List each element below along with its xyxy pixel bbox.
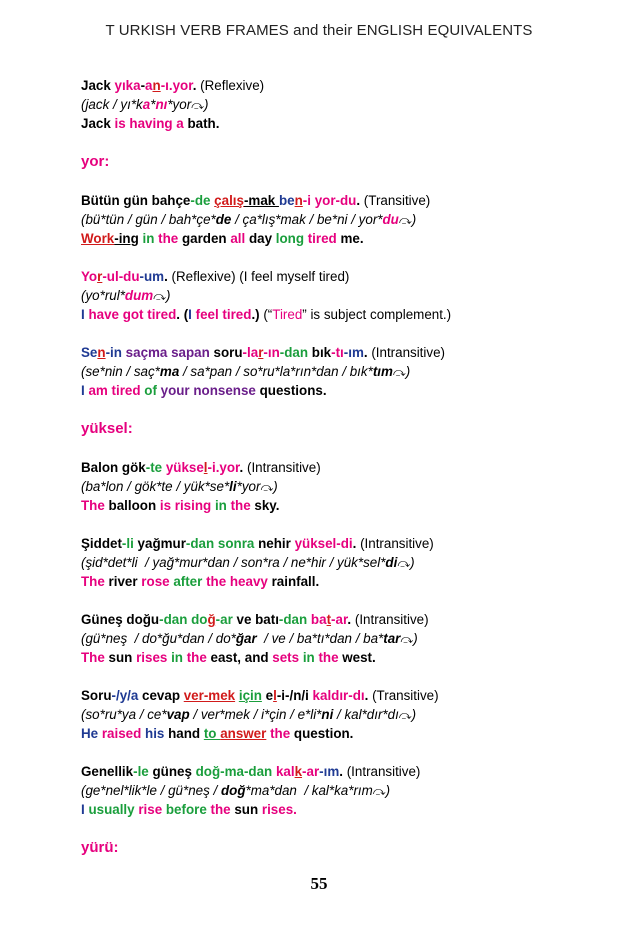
english-translation <box>81 229 581 248</box>
syllable-breakdown <box>81 286 581 305</box>
syllable-breakdown <box>81 477 581 496</box>
syllable-breakdown <box>81 362 581 381</box>
text-segment: (yo*rul* <box>81 288 125 303</box>
text-segment: in <box>171 650 187 665</box>
text-segment: am tired <box>88 383 145 398</box>
text-segment: Tired <box>272 307 303 322</box>
text-segment: the <box>210 802 235 817</box>
text-segment: me. <box>340 231 364 246</box>
text-segment: (ge* <box>81 783 106 798</box>
text-segment: the <box>186 650 211 665</box>
text-segment: (Intransitive) <box>360 536 434 551</box>
text-segment: bık <box>311 345 332 360</box>
text-segment: ni <box>337 212 348 227</box>
text-segment: ni <box>321 707 334 722</box>
text-segment: . ( <box>176 307 189 322</box>
syllable-breakdown <box>81 553 581 572</box>
page-header: T URKISH VERB FRAMES and their ENGLISH EQUIVALENTS <box>105 22 533 39</box>
text-segment: *yor <box>167 97 192 112</box>
example-entry <box>81 534 581 591</box>
example-entry <box>81 458 581 515</box>
text-segment: saçma sapan <box>125 345 214 360</box>
text-segment: -ım <box>343 345 364 360</box>
text-segment: feel tired <box>195 307 252 322</box>
text-segment: yıka <box>114 78 141 93</box>
text-segment: sun <box>234 802 262 817</box>
text-segment: -li <box>121 536 138 551</box>
text-segment: *yor <box>236 479 261 494</box>
text-segment: rises. <box>261 802 297 817</box>
text-segment: be <box>278 193 295 208</box>
text-segment: The <box>81 574 109 589</box>
text-segment: (Intransitive) <box>246 460 321 475</box>
text-segment: / ça*lış*mak / be* <box>231 212 338 227</box>
text-segment: (so*ru*ya / ce* <box>81 707 167 722</box>
text-segment: tım <box>372 364 393 379</box>
text-segment: Jack <box>81 116 115 131</box>
text-segment: before <box>165 802 211 817</box>
text-segment: rise <box>138 802 166 817</box>
text-segment: (Transitive) <box>372 688 439 703</box>
text-segment: ğ <box>207 612 216 627</box>
text-segment: l <box>273 688 277 703</box>
text-segment: Yo <box>81 269 98 284</box>
text-segment: de <box>215 212 232 227</box>
english-translation <box>81 496 581 515</box>
text-segment: do <box>191 612 208 627</box>
text-segment: (“ <box>263 307 273 322</box>
turkish-sentence <box>81 534 581 553</box>
turkish-sentence <box>81 191 581 210</box>
text-segment: your nonsense <box>160 383 260 398</box>
text-segment: Şiddet <box>81 536 122 551</box>
text-segment: ) <box>166 288 171 303</box>
text-segment: . <box>339 764 347 779</box>
text-segment: garden <box>181 231 231 246</box>
text-segment: (se*nin / saç* <box>81 364 160 379</box>
text-segment: bath. <box>187 116 220 131</box>
text-segment: . <box>356 193 364 208</box>
text-segment: vap <box>166 707 190 722</box>
text-segment: -dan <box>159 612 192 627</box>
text-segment: yor-du <box>314 193 357 208</box>
example-entry <box>81 762 581 819</box>
example-entry <box>81 686 581 743</box>
text-segment: li <box>229 479 237 494</box>
text-segment: the heavy <box>206 574 272 589</box>
text-segment: I <box>81 383 89 398</box>
curved-arrow-icon: ⤼ <box>191 98 204 112</box>
text-segment: / yük*se* <box>172 479 230 494</box>
english-translation <box>81 305 581 324</box>
text-segment: ba <box>310 612 327 627</box>
text-segment: sky. <box>254 498 280 513</box>
text-segment: -de <box>190 193 215 208</box>
text-segment: -ing <box>114 231 139 246</box>
curved-arrow-icon: ⤼ <box>392 365 406 379</box>
text-segment: nel*lik*le <box>105 783 157 798</box>
text-segment: ver-mek <box>183 688 236 703</box>
syllable-breakdown <box>81 705 581 724</box>
example-entry <box>81 610 581 667</box>
text-segment: lon <box>105 479 124 494</box>
text-segment: -ar <box>302 764 320 779</box>
text-segment: / kal*dır*dı <box>333 707 399 722</box>
english-translation <box>81 572 581 591</box>
text-segment: için <box>238 688 262 703</box>
text-segment: a <box>142 97 151 112</box>
text-segment: te <box>161 479 173 494</box>
text-segment: I <box>188 307 196 322</box>
text-segment: Work <box>81 231 115 246</box>
verb-heading: yürü: <box>81 839 119 856</box>
text-segment: -i-/n/i <box>276 688 313 703</box>
text-segment: -dan sonra <box>185 536 259 551</box>
text-segment: doğ-ma-dan <box>195 764 276 779</box>
text-segment: yağmur <box>137 536 186 551</box>
text-segment: * <box>150 97 156 112</box>
text-segment: / sa*pan / so*ru*la*rın*dan / bık* <box>179 364 373 379</box>
text-segment: east, and <box>210 650 273 665</box>
english-translation <box>81 114 581 133</box>
text-segment: -dan <box>279 345 312 360</box>
text-segment: sets <box>272 650 303 665</box>
text-segment: in <box>302 650 319 665</box>
text-segment: ) <box>204 97 209 112</box>
text-segment: ) <box>410 555 415 570</box>
curved-arrow-icon: ⤼ <box>372 784 386 798</box>
text-segment: ) <box>413 631 418 646</box>
text-segment: the <box>158 231 182 246</box>
text-segment: e <box>265 688 274 703</box>
english-translation <box>81 800 581 819</box>
text-segment: -ul-du <box>102 269 140 284</box>
text-segment: rises <box>136 650 172 665</box>
curved-arrow-icon: ⤼ <box>397 556 411 570</box>
text-segment: (jack / yı*k <box>81 97 143 112</box>
text-segment: soru <box>213 345 243 360</box>
text-segment: balloon <box>108 498 160 513</box>
text-segment: (Intransitive) <box>354 612 429 627</box>
text-segment: Bütün gün bahçe <box>81 193 191 208</box>
text-segment: -ın <box>263 345 280 360</box>
text-segment: of <box>144 383 161 398</box>
text-segment: (Intransitive) <box>346 764 421 779</box>
text-segment: nehir <box>258 536 295 551</box>
text-segment: (Reflexive) <box>200 78 265 93</box>
text-segment: -i <box>302 193 315 208</box>
text-segment: answer <box>220 726 267 741</box>
curved-arrow-icon: ⤼ <box>400 632 414 646</box>
syllable-breakdown <box>81 95 581 114</box>
text-segment: questions. <box>259 383 327 398</box>
text-segment: is rising <box>159 498 215 513</box>
text-segment: is having a <box>114 116 188 131</box>
text-segment: di <box>385 555 398 570</box>
turkish-sentence <box>81 762 581 781</box>
page-content <box>81 76 581 877</box>
turkish-sentence <box>81 686 581 705</box>
text-segment: / ver*mek / i*çin / e*li* <box>189 707 322 722</box>
verb-heading: yor: <box>81 153 110 170</box>
text-segment: du <box>382 212 399 227</box>
text-segment: . <box>363 345 372 360</box>
example-entry <box>81 76 581 133</box>
text-segment: yükse <box>165 460 204 475</box>
text-segment: hand <box>168 726 204 741</box>
text-segment: -ar <box>215 612 237 627</box>
text-segment: yüksel-di <box>294 536 353 551</box>
text-segment: He <box>81 726 102 741</box>
text-segment: (bü*tün / gün / bah*çe* <box>81 212 216 227</box>
text-segment: Güneş doğu <box>81 612 160 627</box>
text-segment: ) <box>385 783 391 798</box>
text-segment: -la <box>242 345 259 360</box>
text-segment: in <box>138 231 159 246</box>
text-segment: river <box>108 574 142 589</box>
text-segment: . <box>239 460 247 475</box>
example-entry <box>81 343 581 400</box>
text-segment: -mak <box>243 193 279 208</box>
syllable-breakdown <box>81 629 581 648</box>
text-segment: rose <box>141 574 174 589</box>
text-segment: all <box>230 231 249 246</box>
text-segment: -te <box>145 460 166 475</box>
text-segment: I <box>81 307 89 322</box>
text-segment: kal <box>275 764 295 779</box>
text-segment: ) <box>411 707 417 722</box>
text-segment: to <box>203 726 221 741</box>
text-segment: Jack <box>81 78 115 93</box>
text-segment: . <box>347 612 355 627</box>
text-segment: (Transitive) <box>363 193 431 208</box>
turkish-sentence <box>81 458 581 477</box>
syllable-breakdown <box>81 210 581 229</box>
curved-arrow-icon: ⤼ <box>398 213 412 227</box>
text-segment: rainfall. <box>271 574 320 589</box>
text-segment: The <box>81 498 109 513</box>
text-segment: after <box>173 574 207 589</box>
text-segment: -ım <box>319 764 340 779</box>
turkish-sentence <box>81 76 581 95</box>
verb-heading: yüksel: <box>81 420 133 437</box>
text-segment: . <box>364 688 373 703</box>
text-segment: l <box>203 460 208 475</box>
text-segment: cevap <box>142 688 184 703</box>
text-segment: / yor* <box>347 212 383 227</box>
turkish-sentence <box>81 343 581 362</box>
text-segment: (Intransitive) <box>371 345 445 360</box>
text-segment: n <box>97 345 106 360</box>
text-segment: the <box>270 726 294 741</box>
text-segment: .) <box>251 307 264 322</box>
text-segment: sun <box>108 650 137 665</box>
text-segment: in <box>214 498 231 513</box>
text-segment: Genellik <box>81 764 134 779</box>
text-segment: ve batı <box>236 612 279 627</box>
turkish-sentence <box>81 267 581 286</box>
text-segment: / gök* <box>123 479 162 494</box>
text-segment: r <box>97 269 103 284</box>
text-segment: I <box>81 802 89 817</box>
text-segment: . <box>352 536 361 551</box>
text-segment: The <box>81 650 109 665</box>
text-segment: -le <box>133 764 153 779</box>
text-segment: raised <box>101 726 146 741</box>
text-segment: -tı <box>331 345 344 360</box>
text-segment: Balon gök <box>81 460 146 475</box>
text-segment: west. <box>342 650 376 665</box>
text-segment: çalış <box>214 193 244 208</box>
curved-arrow-icon: ⤼ <box>398 708 412 722</box>
example-entry <box>81 267 581 324</box>
text-segment: k <box>294 764 303 779</box>
english-translation <box>81 648 581 667</box>
text-segment: n <box>152 78 161 93</box>
text-segment: güneş <box>152 764 196 779</box>
text-segment: long <box>275 231 308 246</box>
text-segment: a <box>145 78 153 93</box>
syllable-breakdown <box>81 781 581 800</box>
text-segment: n <box>294 193 303 208</box>
text-segment: t <box>326 612 332 627</box>
text-segment: ) <box>411 212 417 227</box>
text-segment: -i.yor <box>207 460 240 475</box>
curved-arrow-icon: ⤼ <box>260 480 274 494</box>
text-segment: -in <box>105 345 126 360</box>
text-segment: the <box>230 498 255 513</box>
text-segment: / gü*neş / <box>156 783 221 798</box>
text-segment: ) <box>273 479 278 494</box>
english-translation <box>81 724 581 743</box>
text-segment: nı <box>155 97 168 112</box>
english-translation <box>81 381 581 400</box>
text-segment: the <box>318 650 343 665</box>
text-segment: - <box>140 78 146 93</box>
text-segment: tar <box>383 631 401 646</box>
text-segment: his <box>145 726 169 741</box>
text-segment: (ba* <box>81 479 106 494</box>
page-number: 55 <box>310 874 328 893</box>
text-segment: / ve / ba*tı*dan / ba* <box>256 631 384 646</box>
text-segment: ma <box>159 364 180 379</box>
text-segment: ) <box>405 364 411 379</box>
text-segment: doğ <box>220 783 246 798</box>
text-segment: r <box>258 345 264 360</box>
text-segment: kaldır-dı <box>312 688 365 703</box>
text-segment: question. <box>293 726 354 741</box>
text-segment: usually <box>88 802 139 817</box>
text-segment: . <box>192 78 201 93</box>
text-segment: ” is subject complement.) <box>302 307 452 322</box>
text-segment: (Reflexive) (I feel myself tired) <box>171 269 350 284</box>
text-segment: -dan <box>278 612 311 627</box>
example-entry <box>81 191 581 248</box>
text-segment: (gü*neş / do*ğu*dan / do* <box>81 631 236 646</box>
text-segment: -um <box>139 269 165 284</box>
text-segment: ğar <box>235 631 257 646</box>
text-segment: -ar <box>331 612 348 627</box>
text-segment: (şid*det*li / yağ*mur*dan / son*ra / ne*hir / yük*sel* <box>81 555 386 570</box>
text-segment: dum <box>124 288 154 303</box>
text-segment: have got tired <box>88 307 177 322</box>
text-segment: Se <box>81 345 98 360</box>
turkish-sentence <box>81 610 581 629</box>
text-segment: *ma*dan / kal*ka*rım <box>245 783 373 798</box>
text-segment: tired <box>307 231 341 246</box>
text-segment: day <box>248 231 276 246</box>
text-segment: . <box>164 269 172 284</box>
text-segment: -ı.yor <box>160 78 193 93</box>
curved-arrow-icon: ⤼ <box>153 289 166 303</box>
text-segment: -/y/a <box>111 688 143 703</box>
text-segment: Soru <box>81 688 112 703</box>
